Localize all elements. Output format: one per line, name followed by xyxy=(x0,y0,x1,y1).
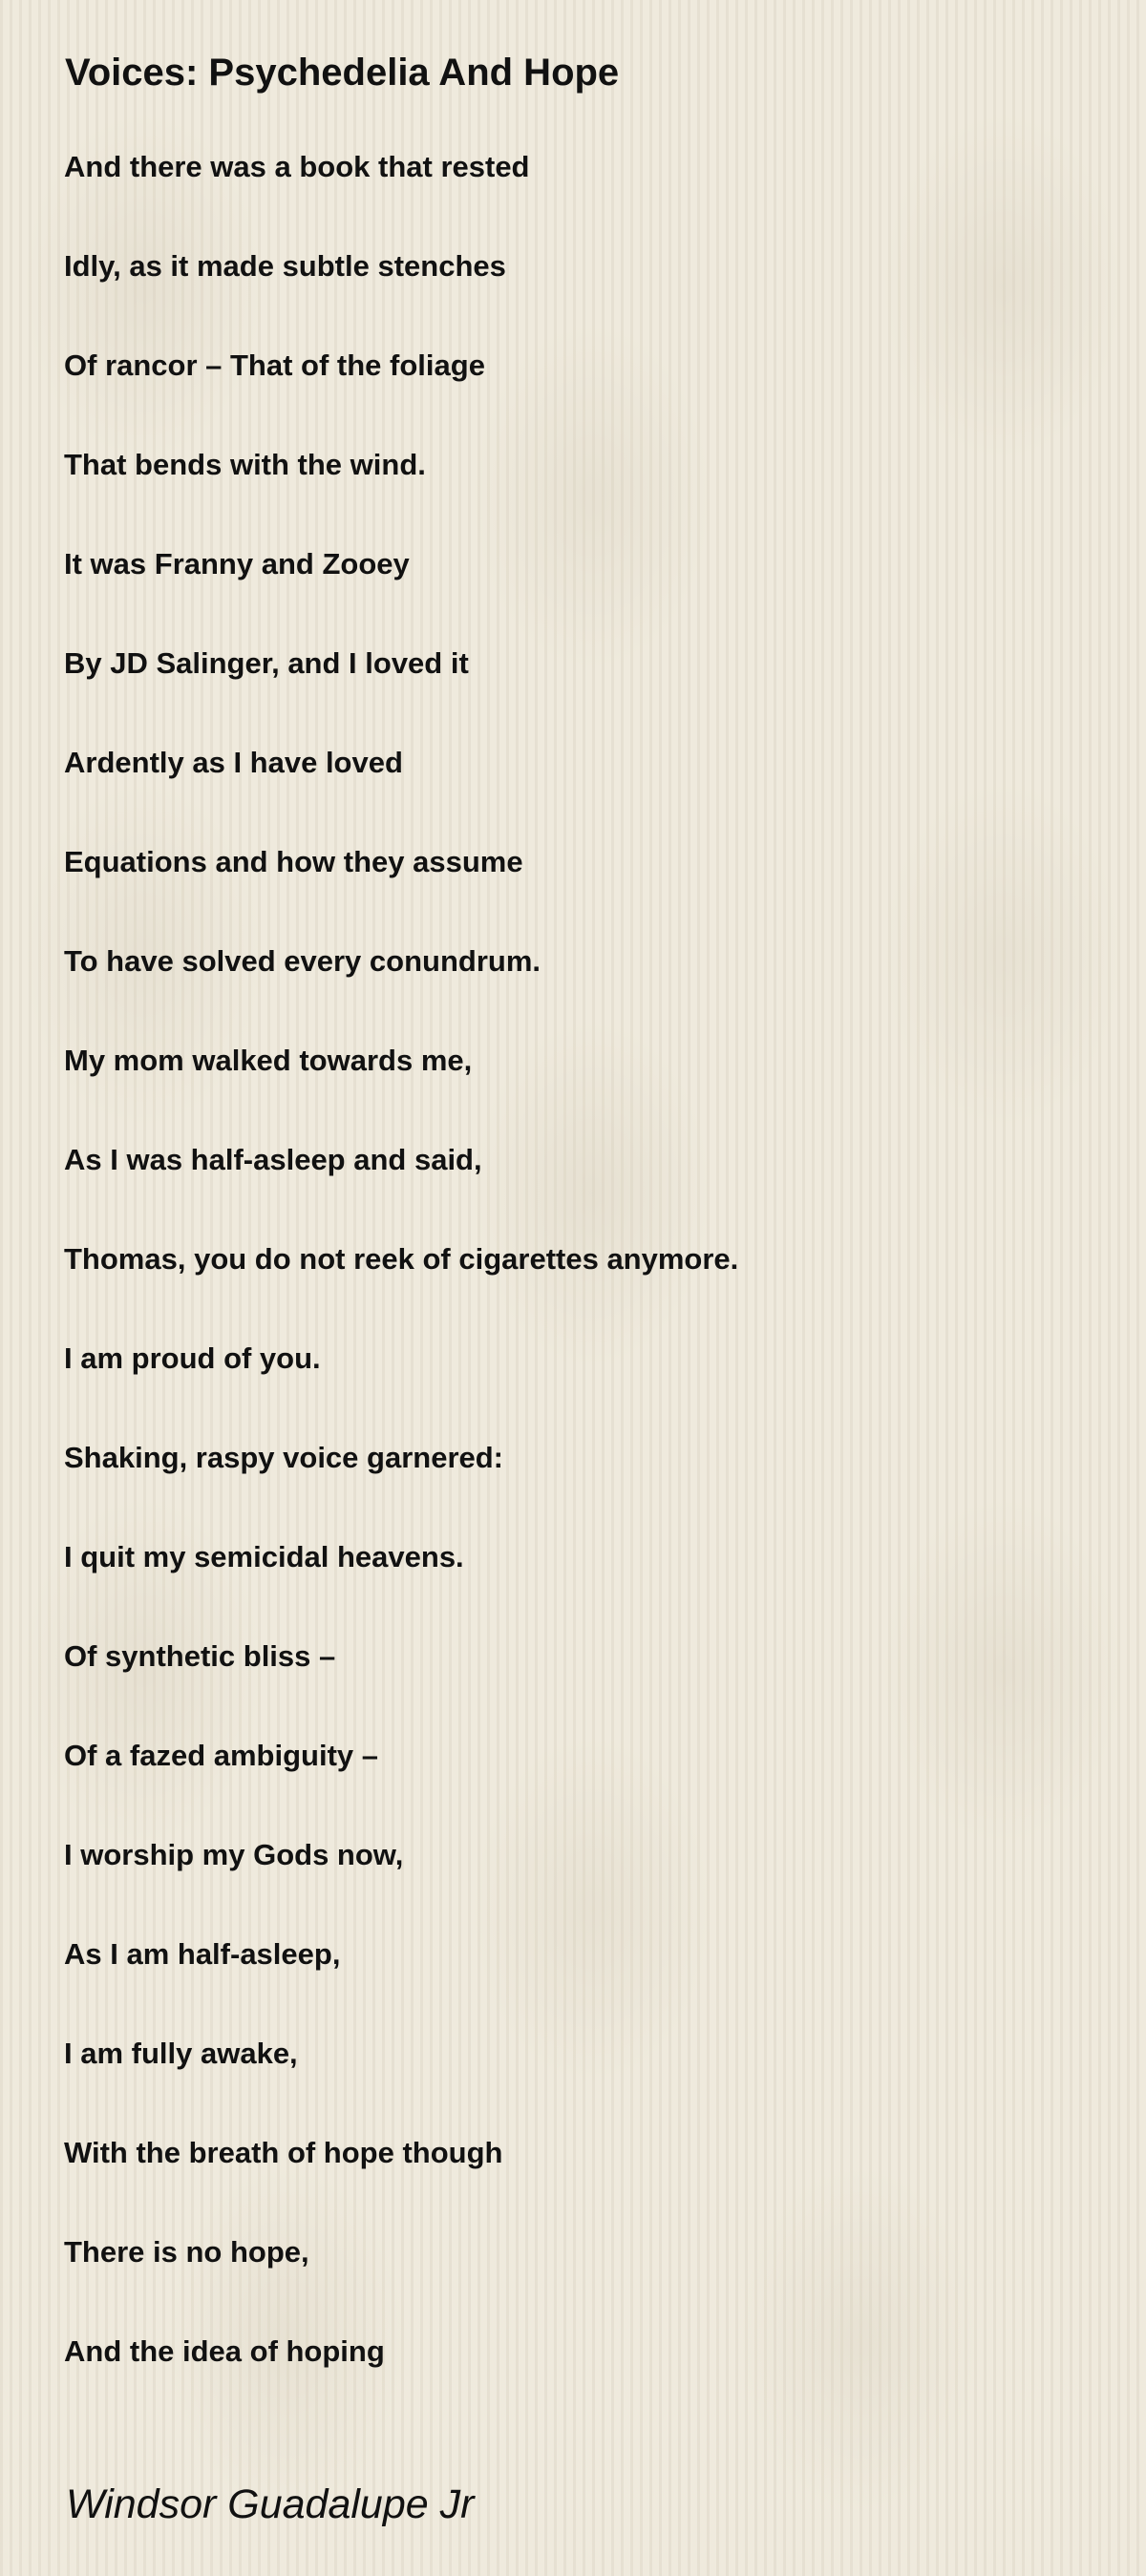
poem-body xyxy=(64,142,738,2426)
poem-line: I am fully awake, xyxy=(64,2037,298,2070)
poem-title: Voices: Psychedelia And Hope xyxy=(65,52,620,94)
poem-line: That bends with the wind. xyxy=(64,448,426,481)
poem-line: Idly, as it made subtle stenches xyxy=(64,249,506,283)
poem-line: I am proud of you. xyxy=(64,1341,321,1375)
poem-line: By JD Salinger, and I loved it xyxy=(64,646,469,680)
poem-line: With the breath of hope though xyxy=(64,2136,503,2169)
poem-line: To have solved every conundrum. xyxy=(64,944,541,978)
poem-line: Of rancor – That of the foliage xyxy=(64,348,485,382)
poem-line: There is no hope, xyxy=(64,2235,309,2269)
poem-line: Of synthetic bliss – xyxy=(64,1639,336,1673)
poem-line: Thomas, you do not reek of cigarettes anymore. xyxy=(64,1242,739,1276)
poem-line: My mom walked towards me, xyxy=(64,1044,473,1077)
poem-line: Of a fazed ambiguity – xyxy=(64,1739,379,1772)
poem-author: Windsor Guadalupe Jr xyxy=(66,2481,475,2527)
poem-line: I worship my Gods now, xyxy=(64,1838,404,1871)
poem-line: As I was half-asleep and said, xyxy=(64,1143,482,1176)
poem-line: And there was a book that rested xyxy=(64,150,530,183)
poem-line: As I am half-asleep, xyxy=(64,1937,341,1971)
poem-line: I quit my semicidal heavens. xyxy=(64,1540,464,1573)
poem-line: Shaking, raspy voice garnered: xyxy=(64,1441,504,1474)
poem-line: Ardently as I have loved xyxy=(64,746,403,779)
poem-line: It was Franny and Zooey xyxy=(64,547,410,581)
poem-line: And the idea of hoping xyxy=(64,2334,385,2368)
poem-line: Equations and how they assume xyxy=(64,845,523,878)
